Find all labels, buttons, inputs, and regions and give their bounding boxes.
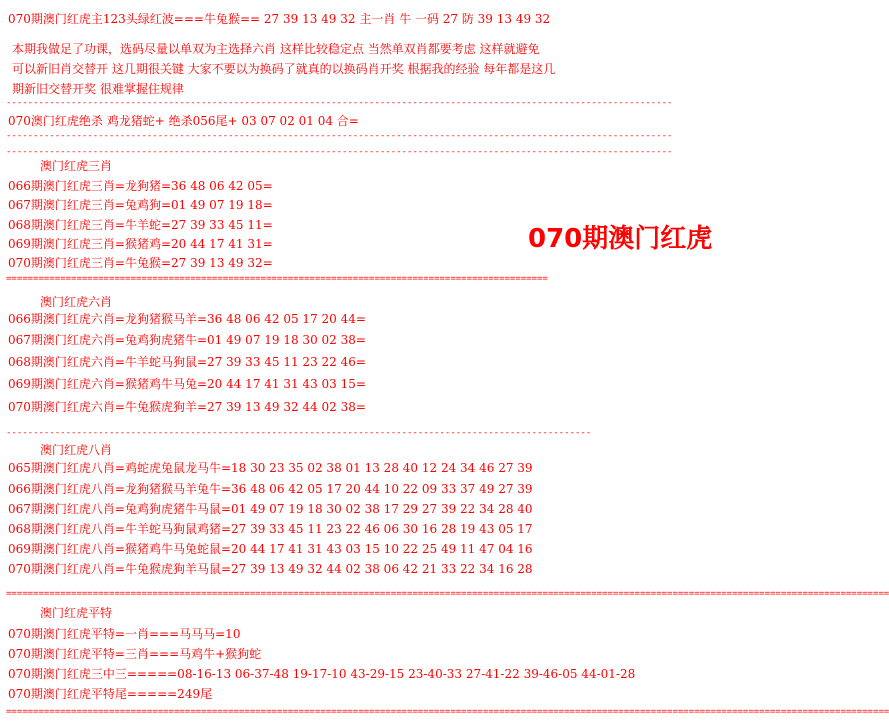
eight-row: 065期澳门红虎八肖=鸡蛇虎兔鼠龙马牛=18 30 23 35 02 38 01 13 28 40 12 24 34 46 27 39	[8, 461, 533, 475]
three-row: 070期澳门红虎三肖=牛兔猴=27 39 13 49 32=	[8, 256, 273, 270]
kill-line: 070澳门红虎绝杀 鸡龙猪蛇+ 绝杀056尾+ 03 07 02 01 04 合=	[8, 114, 359, 128]
special-row: 070期澳门红虎平特=三肖===马鸡牛+猴狗蛇	[8, 647, 262, 661]
eight-row: 067期澳门红虎八肖=兔鸡狗虎猪牛马鼠=01 49 07 19 18 30 02 38 17 29 27 39 22 34 28 40	[8, 502, 533, 516]
separator-dash: ---------------------------------------------------------------------------------------------------------------------------	[6, 131, 673, 141]
special-row: 070期澳门红虎平特=一肖===马马马=10	[8, 627, 241, 641]
six-row: 070期澳门红虎六肖=牛兔猴虎狗羊=27 39 13 49 32 44 02 38=	[8, 400, 366, 414]
separator-equals: ===================================================================================================================================================================	[6, 589, 889, 599]
eight-row: 070期澳门红虎八肖=牛兔猴虎狗羊马鼠=27 39 13 49 32 44 02 38 06 42 21 33 22 34 16 28	[8, 562, 533, 576]
three-row: 068期澳门红虎三肖=牛羊蛇=27 39 33 45 11=	[8, 218, 273, 232]
separator-equals: ====================================================================================================	[6, 274, 548, 284]
separator-dash: ---------------------------------------------------------------------------------------------------------------------------	[6, 98, 673, 108]
highlight-title: 070期澳门红虎	[528, 224, 713, 254]
three-row: 066期澳门红虎三肖=龙狗猪=36 48 06 42 05=	[8, 179, 273, 193]
separator-equals: ===================================================================================================================================================================	[6, 707, 889, 717]
intro-line-2: 可以新旧肖交替开 这几期很关键 大家不要以为换码了就真的以换码肖开奖 根据我的经验 每年都是这几	[12, 62, 556, 76]
six-row: 066期澳门红虎六肖=龙狗猪猴马羊=36 48 06 42 05 17 20 44=	[8, 312, 366, 326]
eight-row: 069期澳门红虎八肖=猴猪鸡牛马兔蛇鼠=20 44 17 41 31 43 03 15 10 22 25 49 11 47 04 16	[8, 542, 533, 556]
separator-dash: ------------------------------------------------------------------------------------------------------------	[6, 428, 592, 438]
six-row: 067期澳门红虎六肖=兔鸡狗虎猪牛=01 49 07 19 18 30 02 38=	[8, 333, 366, 347]
three-row: 069期澳门红虎三肖=猴猪鸡=20 44 17 41 31=	[8, 237, 273, 251]
intro-line-1: 本期我做足了功课，选码尽量以单双为主选择六肖 这样比较稳定点 当然单双肖都要考虑 这样就避免	[12, 42, 540, 56]
six-row: 068期澳门红虎六肖=牛羊蛇马狗鼠=27 39 33 45 11 23 22 46=	[8, 355, 366, 369]
six-row: 069期澳门红虎六肖=猴猪鸡牛马兔=20 44 17 41 31 43 03 15=	[8, 377, 366, 391]
section-title-eight: 澳门红虎八肖	[40, 443, 113, 457]
three-row: 067期澳门红虎三肖=兔鸡狗=01 49 07 19 18=	[8, 198, 273, 212]
special-row: 070期澳门红虎平特尾=====249尾	[8, 687, 213, 701]
section-title-three: 澳门红虎三肖	[40, 159, 113, 173]
eight-row: 068期澳门红虎八肖=牛羊蛇马狗鼠鸡猪=27 39 33 45 11 23 22 46 06 30 16 28 19 43 05 17	[8, 522, 533, 536]
section-title-special: 澳门红虎平特	[40, 606, 113, 620]
header-line: 070期澳门红虎主123头绿红波===牛兔猴== 27 39 13 49 32 主一肖 牛 一码 27 防 39 13 49 32	[8, 12, 551, 26]
special-row: 070期澳门红虎三中三=====08-16-13 06-37-48 19-17-10 43-29-15 23-40-33 27-41-22 39-46-05 44-01-28	[8, 667, 636, 681]
separator-dash: ---------------------------------------------------------------------------------------------------------------------------	[6, 147, 673, 157]
section-title-six: 澳门红虎六肖	[40, 295, 113, 309]
intro-line-3: 期新旧交替开奖 很难掌握住规律	[12, 82, 184, 96]
eight-row: 066期澳门红虎八肖=龙狗猪猴马羊兔牛=36 48 06 42 05 17 20 44 10 22 09 33 37 49 27 39	[8, 482, 533, 496]
